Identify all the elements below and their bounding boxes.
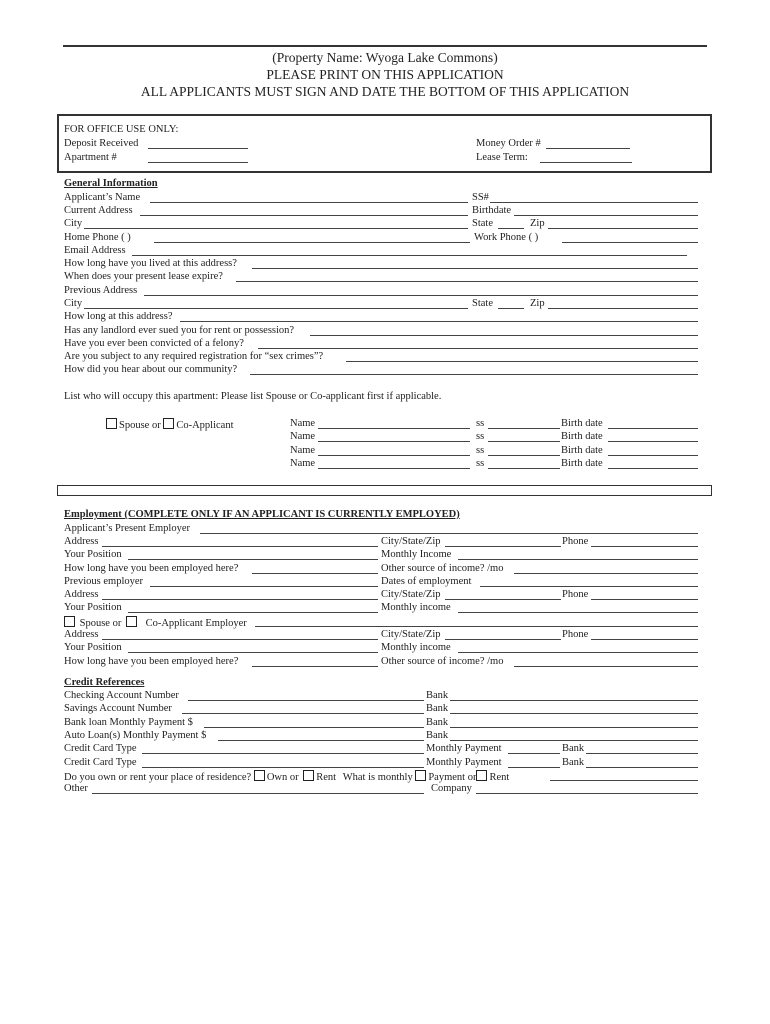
co-employer-field[interactable] [255,626,698,627]
occ-name-label: Name [290,445,316,456]
company-field[interactable] [476,793,698,794]
co-emp-csz-label: City/State/Zip [381,629,441,640]
applicant-name-label: Applicant’s Name [64,192,141,203]
auto-loan-field[interactable] [218,740,424,741]
co-emp-income-label: Monthly income [381,642,451,653]
home-phone-label: Home Phone ( ) [64,232,131,243]
emp-address-field[interactable] [102,546,378,547]
emp-income-label: Monthly Income [381,549,452,560]
office-use-box [57,114,712,173]
dates-employment-field[interactable] [480,586,698,587]
sign-notice: ALL APPLICANTS MUST SIGN AND DATE THE BOTTOM OF THIS APPLICATION [140,84,630,99]
payment-or-label: Payment or [428,772,477,783]
auto-loan-bank-field[interactable] [450,740,698,741]
emp-csz-field[interactable] [445,546,561,547]
prev-emp-phone-label: Phone [562,589,589,600]
occ-ss-label: ss [476,431,485,442]
occ-birth-field[interactable] [608,428,698,429]
occ-birth-field[interactable] [608,455,698,456]
current-address-label: Current Address [64,205,133,216]
co-emp-phone-field[interactable] [591,639,698,640]
occupants-intro: List who will occupy this apartment: Please list Spouse or Co-applicant first if applicable. [64,391,442,402]
occ-name-field[interactable] [318,428,470,429]
prev-city-label: City [64,298,83,309]
hear-about-field[interactable] [250,374,698,375]
co-emp-other-income-field[interactable] [514,666,698,667]
apartment-field[interactable] [148,162,248,163]
card-payment-field[interactable] [508,753,560,754]
lease-expire-field[interactable] [236,281,698,282]
prev-emp-phone-field[interactable] [591,599,698,600]
emp-phone-field[interactable] [591,546,698,547]
company-label: Company [431,783,472,794]
prev-emp-csz-label: City/State/Zip [381,589,441,600]
co-applicant-checkbox[interactable] [163,418,174,429]
sex-crimes-label: Are you subject to any required registration for “sex crimes”? [64,351,324,362]
prev-zip-field[interactable] [548,308,698,309]
prev-emp-income-label: Monthly income [381,602,451,613]
occ-birth-field[interactable] [608,441,698,442]
emp-other-income-label: Other source of income? /mo [381,563,504,574]
card-type-field[interactable] [142,753,424,754]
own-rent-row [64,770,509,784]
card-bank-label: Bank [562,743,585,754]
previous-address-field[interactable] [144,295,698,296]
felony-field[interactable] [258,348,698,349]
co-applicant-label: Co-Applicant [176,420,234,431]
prev-emp-csz-field[interactable] [445,599,561,600]
occ-name-label: Name [290,418,316,429]
prev-emp-position-label: Your Position [64,602,122,613]
sex-crimes-field[interactable] [346,361,698,362]
employment-heading: Employment (COMPLETE ONLY IF AN APPLICANT IS CURRENTLY EMPLOYED) [64,509,460,520]
rent-label: Rent [316,772,337,783]
office-title: FOR OFFICE USE ONLY: [64,124,179,135]
co-emp-how-long-field[interactable] [252,666,378,667]
lease-term-label: Lease Term: [476,152,528,163]
occ-name-field[interactable] [318,441,470,442]
how-long-at-label: How long at this address? [64,311,173,322]
occ-ss-field[interactable] [488,441,560,442]
savings-bank-field[interactable] [450,713,698,714]
deposit-label: Deposit Received [64,138,139,149]
emp-co-applicant-label: Co-Applicant Employer [145,618,247,629]
applicant-name-field[interactable] [150,202,468,203]
prev-city-field[interactable] [84,308,468,309]
emp-co-applicant-checkbox[interactable] [126,616,137,627]
city-label: City [64,218,83,229]
card-payment-label: Monthly Payment [426,743,502,754]
co-emp-address-field[interactable] [102,639,378,640]
auto-loan-label: Auto Loan(s) Monthly Payment $ [64,730,207,741]
emp-address-label: Address [64,536,99,547]
emp-csz-label: City/State/Zip [381,536,441,547]
money-order-label: Money Order # [476,138,541,149]
prev-zip-label: Zip [530,298,545,309]
email-label: Email Address [64,245,126,256]
occ-ss-field[interactable] [488,428,560,429]
occ-name-label: Name [290,431,316,442]
bank-loan-label: Bank loan Monthly Payment $ [64,717,193,728]
occ-birth-field[interactable] [608,468,698,469]
how-long-at-field[interactable] [180,321,698,322]
co-employer-row [64,616,247,630]
prev-state-label: State [472,298,493,309]
occ-birth-label: Birth date [561,458,603,469]
savings-label: Savings Account Number [64,703,172,714]
how-long-lived-field[interactable] [252,268,698,269]
occ-ss-field[interactable] [488,468,560,469]
sued-label: Has any landlord ever sued you for rent or possession? [64,325,295,336]
prev-emp-address-label: Address [64,589,99,600]
state-label: State [472,218,493,229]
auto-loan-bank-label: Bank [426,730,449,741]
state-field[interactable] [498,228,524,229]
bank-loan-bank-label: Bank [426,717,449,728]
emp-other-income-field[interactable] [514,573,698,574]
prev-state-field[interactable] [498,308,524,309]
work-phone-field[interactable] [562,242,698,243]
section-divider-box [57,485,712,496]
prev-emp-address-field[interactable] [102,599,378,600]
checking-label: Checking Account Number [64,690,179,701]
city-field[interactable] [84,228,468,229]
top-rule [63,45,707,47]
emp-phone-label: Phone [562,536,589,547]
emp-how-long-field[interactable] [252,573,378,574]
co-emp-address-label: Address [64,629,99,640]
sued-field[interactable] [310,335,698,336]
rent2-label: Rent [489,772,510,783]
card-type-label-2: Credit Card Type [64,757,137,768]
print-notice: PLEASE PRINT ON THIS APPLICATION [266,67,504,82]
deposit-field[interactable] [148,148,248,149]
co-emp-how-long-label: How long have you been employed here? [64,656,239,667]
prev-employer-label: Previous employer [64,576,144,587]
checking-field[interactable] [188,700,424,701]
present-employer-label: Applicant’s Present Employer [64,523,190,534]
card-type-field-2[interactable] [142,767,424,768]
checking-bank-label: Bank [426,690,449,701]
occ-name-field[interactable] [318,455,470,456]
hear-about-label: How did you hear about our community? [64,364,238,375]
property-name: (Property Name: Wyoga Lake Commons) [272,50,498,65]
payment-checkbox[interactable] [415,770,426,781]
emp-income-field[interactable] [458,559,698,560]
emp-position-label: Your Position [64,549,122,560]
co-emp-phone-label: Phone [562,629,589,640]
prev-emp-income-field[interactable] [458,612,698,613]
occ-ss-label: ss [476,445,485,456]
rent-checkbox[interactable] [303,770,314,781]
card-bank-field[interactable] [586,753,698,754]
co-emp-income-field[interactable] [458,652,698,653]
co-emp-position-label: Your Position [64,642,122,653]
checking-bank-field[interactable] [450,700,698,701]
rent2-checkbox[interactable] [476,770,487,781]
felony-label: Have you ever been convicted of a felony? [64,338,244,349]
occ-ss-field[interactable] [488,455,560,456]
ss-field[interactable] [490,202,698,203]
own-checkbox[interactable] [254,770,265,781]
birthdate-field[interactable] [514,215,698,216]
occ-name-field[interactable] [318,468,470,469]
card-bank-field-2[interactable] [586,767,698,768]
zip-field[interactable] [548,228,698,229]
emp-position-field[interactable] [128,559,378,560]
occ-birth-label: Birth date [561,431,603,442]
credit-heading: Credit References [64,677,145,688]
occ-birth-label: Birth date [561,445,603,456]
occ-ss-label: ss [476,458,485,469]
emp-how-long-label: How long have you been employed here? [64,563,239,574]
other-label: Other [64,783,88,794]
present-employer-field[interactable] [200,533,698,534]
savings-bank-label: Bank [426,703,449,714]
co-emp-position-field[interactable] [128,652,378,653]
home-phone-field[interactable] [154,242,470,243]
lease-expire-label: When does your present lease expire? [64,271,223,282]
zip-label: Zip [530,218,545,229]
other-field[interactable] [92,793,424,794]
spouse-checkbox[interactable] [106,418,117,429]
work-phone-label: Work Phone ( ) [474,232,539,243]
card-type-label: Credit Card Type [64,743,137,754]
email-field[interactable] [132,255,687,256]
card-payment-label-2: Monthly Payment [426,757,502,768]
prev-employer-field[interactable] [150,586,378,587]
previous-address-label: Previous Address [64,285,138,296]
occupant-type-row [106,418,234,432]
occ-name-label: Name [290,458,316,469]
monthly-rent-field[interactable] [550,780,698,781]
emp-spouse-checkbox[interactable] [64,616,75,627]
emp-spouse-label: Spouse or [79,618,122,629]
money-order-field[interactable] [546,148,630,149]
birthdate-label: Birthdate [472,205,512,216]
co-emp-other-income-label: Other source of income? /mo [381,656,504,667]
lease-term-field[interactable] [540,162,632,163]
card-payment-field-2[interactable] [508,767,560,768]
co-emp-csz-field[interactable] [445,639,561,640]
prev-emp-position-field[interactable] [128,612,378,613]
current-address-field[interactable] [140,215,468,216]
occ-birth-label: Birth date [561,418,603,429]
ss-label: SS# [472,192,489,203]
card-bank-label-2: Bank [562,757,585,768]
bank-loan-bank-field[interactable] [450,727,698,728]
bank-loan-field[interactable] [204,727,424,728]
own-rent-question: Do you own or rent your place of residence? [64,772,252,783]
general-heading: General Information [64,178,158,189]
apartment-label: Apartment # [64,152,117,163]
dates-employment-label: Dates of employment [381,576,472,587]
savings-field[interactable] [182,713,424,714]
occ-ss-label: ss [476,418,485,429]
what-monthly-label: What is monthly [342,772,413,783]
how-long-lived-label: How long have you lived at this address? [64,258,237,269]
spouse-label: Spouse or [119,420,161,431]
own-label: Own or [266,772,299,783]
